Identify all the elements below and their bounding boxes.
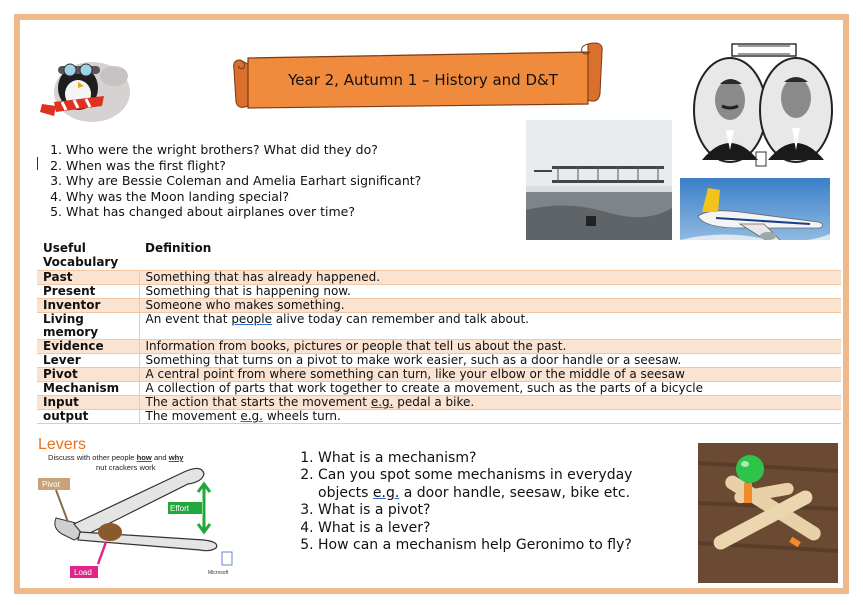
vocab-definition: Something that turns on a pivot to make work easier, such as a door handle or a seesaw.: [139, 354, 841, 368]
vocab-row: [37, 410, 841, 424]
vocab-row: [37, 354, 841, 368]
history-question: 4. Why was the Moon landing special?: [66, 189, 500, 205]
vocab-term: Past: [37, 271, 139, 285]
page-title: Year 2, Autumn 1 – History and D&T: [288, 71, 558, 89]
vocab-header-definition: Definition: [139, 240, 841, 271]
vocab-term: Pivot: [37, 368, 139, 382]
vocab-row: [37, 396, 841, 410]
dt-question: 3. What is a pivot?: [318, 502, 676, 519]
wright-brothers-portrait: [692, 40, 834, 168]
spellcheck-underlined-word: e.g.: [370, 395, 394, 409]
vocab-row: [37, 340, 841, 354]
vocab-definition: A collection of parts that work together to create a movement, such as the parts of a bicycle: [139, 382, 841, 396]
vocab-row: [37, 368, 841, 382]
vocabulary-table: [37, 240, 841, 424]
vocab-term: Input: [37, 396, 139, 410]
vocab-header-row: [37, 240, 841, 271]
vocab-row: [37, 299, 841, 313]
history-question: 2. When was the first flight?: [66, 158, 500, 174]
document-attachment-icon: [222, 552, 232, 565]
spellcheck-underlined-word: people: [231, 312, 272, 326]
history-question: 1. Who were the wright brothers? What did they do?: [66, 142, 500, 158]
dt-questions-list: [296, 450, 676, 554]
levers-caption-line1: Discuss with other people how and why: [48, 453, 184, 462]
vocab-definition: Something that is happening now.: [139, 285, 841, 299]
levers-caption-line2: nut crackers work: [96, 463, 156, 472]
dt-question: 2. Can you spot some mechanisms in everyday objects e.g. a door handle, seesaw, bike etc.: [318, 467, 676, 502]
vocab-term: Evidence: [37, 340, 139, 354]
vocab-definition: An event that people alive today can remember and talk about.: [139, 313, 841, 340]
history-question: 3. Why are Bessie Coleman and Amelia Earhart significant?: [66, 173, 500, 189]
load-label: Load: [74, 568, 92, 577]
vocab-term: Lever: [37, 354, 139, 368]
vocab-row: [37, 271, 841, 285]
vocab-definition: Someone who makes something.: [139, 299, 841, 313]
dt-question: 1. What is a mechanism?: [318, 450, 676, 467]
levers-nutcracker-diagram: [34, 432, 248, 582]
vocab-term: Mechanism: [37, 382, 139, 396]
vocab-term: Present: [37, 285, 139, 299]
vocab-row: [37, 382, 841, 396]
first-flight-photo: [526, 120, 672, 250]
dt-question: 5. How can a mechanism help Geronimo to fly?: [318, 537, 676, 554]
dt-question: 4. What is a lever?: [318, 520, 676, 537]
attachment-label: Microsoft: [208, 570, 229, 576]
vocab-row: [37, 313, 841, 340]
vocab-definition: A central point from where something can turn, like your elbow or the middle of a seesaw: [139, 368, 841, 382]
vocab-term: Inventor: [37, 299, 139, 313]
penguin-pilot-image: [34, 46, 134, 128]
vocab-definition: The movement e.g. wheels turn.: [139, 410, 841, 424]
vocab-term: Living memory: [37, 313, 139, 340]
spellcheck-underlined-word: e.g.: [240, 409, 263, 423]
vocab-definition: Information from books, pictures or people that tell us about the past.: [139, 340, 841, 354]
history-questions-list: [40, 142, 500, 220]
history-question: 5. What has changed about airplanes over time?: [66, 204, 500, 220]
effort-label: Effort: [170, 504, 189, 513]
vocab-row: [37, 285, 841, 299]
vocab-definition: Something that has already happened.: [139, 271, 841, 285]
vocab-definition: The action that starts the movement e.g. pedal a bike.: [139, 396, 841, 410]
lolly-stick-mechanism-photo: [698, 443, 838, 583]
spellcheck-underlined-word: e.g.: [372, 484, 400, 501]
pivot-label: Pivot: [42, 480, 60, 489]
text-cursor-mark: [37, 157, 38, 170]
vocab-header-term: Useful Vocabulary: [37, 240, 139, 271]
vocab-term: output: [37, 410, 139, 424]
levers-title: Levers: [38, 436, 87, 453]
